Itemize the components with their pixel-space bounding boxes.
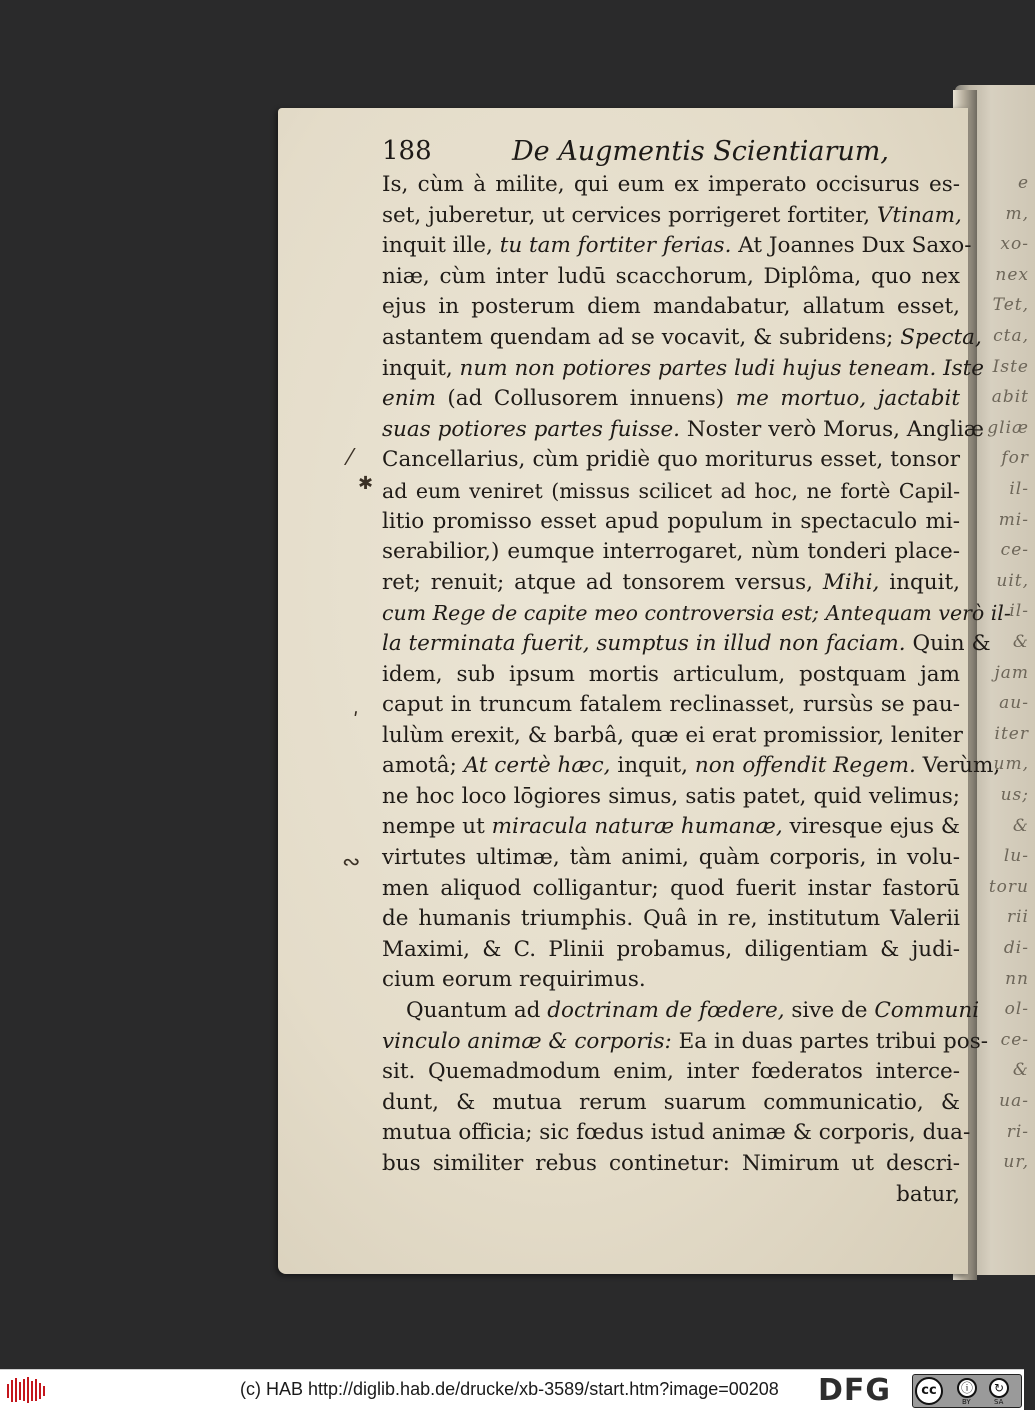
page-number: 188: [382, 136, 432, 166]
text-segment: virtutes ultimæ, tàm animi, quàm corporis, in volu-: [382, 845, 960, 871]
text-line: [382, 935, 960, 966]
facing-page-fragment: lu-: [1003, 846, 1029, 867]
text-segment: serabilior,) eumque interrogaret, nùm tonderi place-: [382, 539, 960, 565]
text-line: [382, 415, 984, 446]
facing-page-fragment: ce-: [1000, 540, 1029, 561]
text-segment: Noster verò Morus, Angliæ: [680, 416, 984, 442]
facing-page-fragment: il-: [1009, 601, 1029, 622]
facing-page-fragment: uit,: [996, 570, 1029, 591]
facing-page-fragment: di-: [1003, 938, 1029, 958]
text-segment: caput in truncum fatalem reclinasset, rursùs se pau-: [382, 692, 960, 718]
text-segment: Specta,: [900, 324, 982, 350]
text-line: [382, 965, 960, 996]
text-segment: Maximi, & C. Plinii probamus, diligentiam & judi-: [382, 936, 960, 962]
margin-mark: ⁄: [348, 446, 352, 471]
facing-page-fragment: toru: [988, 876, 1029, 897]
facing-page-fragment: &: [1012, 815, 1029, 836]
text-segment: vinculo animæ & corporis:: [382, 1028, 672, 1054]
text-segment: Cancellarius, cùm pridiè quo moriturus esset, tonsor: [382, 447, 960, 473]
text-segment: num non potiores partes ludi hujus teneam. Iste: [459, 355, 985, 381]
text-line: [382, 201, 960, 232]
facing-page-fragment: ua-: [999, 1091, 1029, 1111]
text-line: [382, 660, 960, 691]
facing-page-fragment: iter: [994, 723, 1029, 744]
text-segment: mutua officia; sic fœdus istud animæ & corporis, dua-: [382, 1120, 971, 1146]
text-segment: Quin &: [905, 630, 991, 656]
facing-page-fragment: ur,: [1003, 1152, 1029, 1173]
text-segment: suas potiores partes fuisse.: [382, 416, 680, 442]
facing-page-fragment: jam: [994, 662, 1029, 683]
facing-page-fragment: gliæ: [987, 417, 1029, 438]
text-segment: set, juberetur, ut cervices porrigeret fortiter,: [382, 202, 877, 228]
text-line: [382, 690, 960, 721]
text-segment: la terminata fuerit, sumptus in illud non faciam.: [382, 630, 906, 656]
text-segment: At certè hæc,: [463, 753, 611, 779]
text-segment: dunt, & mutua rerum suarum communicatio, &: [382, 1089, 960, 1115]
share-alike-icon: ↻: [989, 1378, 1009, 1398]
copyright-link[interactable]: (c) HAB http://diglib.hab.de/drucke/xb-3589/start.htm?image=00208: [240, 1379, 779, 1399]
text-segment: me mortuo, jactabit: [735, 386, 961, 412]
text-segment: sit. Quemadmodum enim, inter fœderatos interce-: [382, 1059, 960, 1085]
cc-license-badge[interactable]: [912, 1374, 1022, 1408]
text-segment: Mihi,: [822, 569, 880, 595]
text-line: [382, 782, 960, 813]
text-segment: doctrinam de fœdere,: [547, 998, 785, 1024]
text-line: [382, 1149, 960, 1180]
text-line: [382, 507, 960, 538]
text-line: [382, 721, 963, 752]
facing-page-fragment: xo-: [1000, 234, 1029, 255]
text-line: [382, 996, 980, 1027]
text-segment: inquit ille,: [382, 233, 500, 259]
facing-page-fragment: nn: [1005, 968, 1029, 989]
text-segment: Ea in duas partes tribui pos-: [671, 1028, 989, 1054]
facing-page-fragment: m,: [1005, 203, 1029, 224]
sa-label: SA: [994, 1398, 1004, 1406]
facing-page-fragment: for: [1001, 448, 1029, 469]
text-segment: ne hoc loco lōgiores simus, satis patet, quid velimus;: [382, 783, 960, 809]
text-line: [382, 1180, 960, 1211]
text-segment: miracula naturæ humanæ,: [491, 814, 783, 840]
cc-icon: cc: [915, 1377, 943, 1405]
text-line: [382, 537, 960, 568]
text-segment: ret; renuit; atque ad tonsorem versus,: [382, 569, 823, 595]
facing-page-fragment: il-: [1009, 479, 1029, 499]
facing-page-fragment: ce-: [1000, 1029, 1029, 1050]
facing-page-fragment: um,: [993, 754, 1029, 775]
text-segment: Is, cùm à milite, qui eum ex imperato occisurus es-: [382, 172, 960, 197]
text-segment: cium eorum requirimus.: [382, 967, 646, 993]
facing-page-fragment: ri-: [1006, 1121, 1029, 1142]
text-segment: cum Rege de capite meo controversia est; Antequam verò il-: [382, 601, 1011, 626]
text-segment: At Joannes Dux Saxo-: [731, 233, 972, 259]
text-line: [382, 1088, 960, 1119]
text-segment: bus similiter rebus continetur: Nimirum ut descri-: [382, 1151, 960, 1176]
text-segment: amotâ;: [382, 753, 464, 779]
text-line: [382, 170, 960, 201]
text-segment: nempe ut: [382, 814, 492, 840]
by-attribution-icon: ⓘ: [957, 1378, 977, 1398]
by-label: BY: [962, 1398, 971, 1406]
text-segment: Vtinam,: [876, 202, 962, 228]
text-segment: ad eum veniret (missus scilicet ad hoc, ne fortè Capil-: [382, 478, 960, 503]
text-line: [382, 1057, 960, 1088]
text-line: [382, 445, 960, 476]
viewer-footer: [0, 1369, 1024, 1410]
facing-page-fragment: Tet,: [992, 295, 1029, 316]
text-segment: batur,: [896, 1181, 960, 1207]
text-segment: Quantum ad: [406, 998, 548, 1024]
text-segment: viresque ejus &: [782, 814, 960, 840]
text-line: [382, 292, 960, 323]
text-segment: astantem quendam ad se vocavit, & subridens;: [382, 324, 901, 350]
facing-page-fragment: &: [1012, 632, 1029, 652]
hab-logo-icon[interactable]: [6, 1376, 46, 1404]
facing-page-fragment: ol-: [1004, 999, 1029, 1020]
text-segment: de humanis triumphis. Quâ in re, institutum Valerii: [382, 906, 960, 932]
text-line: [382, 629, 991, 660]
running-head: De Augmentis Scientiarum,: [512, 136, 889, 167]
text-segment: Verùm,: [915, 753, 1001, 779]
text-line: [382, 1027, 989, 1058]
text-line: [382, 751, 1001, 782]
facing-page-fragment: e: [1017, 173, 1029, 193]
facing-page-fragment: us;: [1000, 785, 1029, 805]
margin-mark: ʹ: [353, 708, 359, 732]
text-segment: tu tam fortiter ferias.: [499, 233, 732, 259]
facing-page-fragment: mi-: [998, 509, 1029, 530]
dfg-logo[interactable]: DFG: [818, 1373, 892, 1408]
text-segment: inquit,: [382, 355, 460, 381]
text-segment: men aliquod colligantur; quod fuerit instar fastorū: [382, 875, 960, 901]
text-segment: lulùm erexit, & barbâ, quæ ei erat promissior, leniter: [382, 722, 963, 748]
text-line: [382, 1118, 971, 1149]
text-line: [382, 843, 960, 874]
facing-page-fragment: rii: [1006, 907, 1029, 928]
text-line: [382, 323, 982, 354]
text-line: [382, 568, 960, 599]
facing-page-fragment: abit: [991, 387, 1029, 408]
text-line: [382, 812, 960, 843]
text-segment: idem, sub ipsum mortis articulum, postquam jam: [382, 661, 960, 687]
text-line: [382, 904, 960, 935]
text-segment: ejus in posterum diem mandabatur, allatum esset,: [382, 294, 960, 320]
text-segment: inquit,: [879, 569, 960, 595]
facing-page-fragment: au-: [999, 693, 1029, 714]
margin-mark: ∾: [342, 850, 361, 875]
text-line: [382, 476, 960, 507]
text-segment: non offendit Regem.: [694, 753, 916, 779]
facing-page-fragment: cta,: [993, 326, 1029, 346]
text-line: [382, 384, 960, 415]
text-segment: sive de: [784, 998, 875, 1024]
margin-mark: ✱: [358, 473, 374, 494]
text-segment: enim: [382, 386, 436, 412]
text-segment: Communi: [874, 998, 980, 1024]
text-line: [382, 874, 960, 905]
text-line: [382, 354, 985, 385]
facing-page-fragment: &: [1012, 1060, 1029, 1081]
text-line: [382, 598, 1011, 629]
text-segment: inquit,: [610, 753, 695, 779]
text-segment: (ad Collusorem innuens): [435, 386, 736, 412]
facing-page-fragment: Iste: [992, 356, 1029, 377]
text-segment: niæ, cùm inter ludū scacchorum, Diplôma, quo nex: [382, 263, 960, 289]
text-line: [382, 262, 960, 293]
text-segment: litio promisso esset apud populum in spectaculo mi-: [382, 508, 960, 534]
facing-page-fragment: nex: [995, 264, 1029, 285]
text-line: [382, 231, 972, 262]
